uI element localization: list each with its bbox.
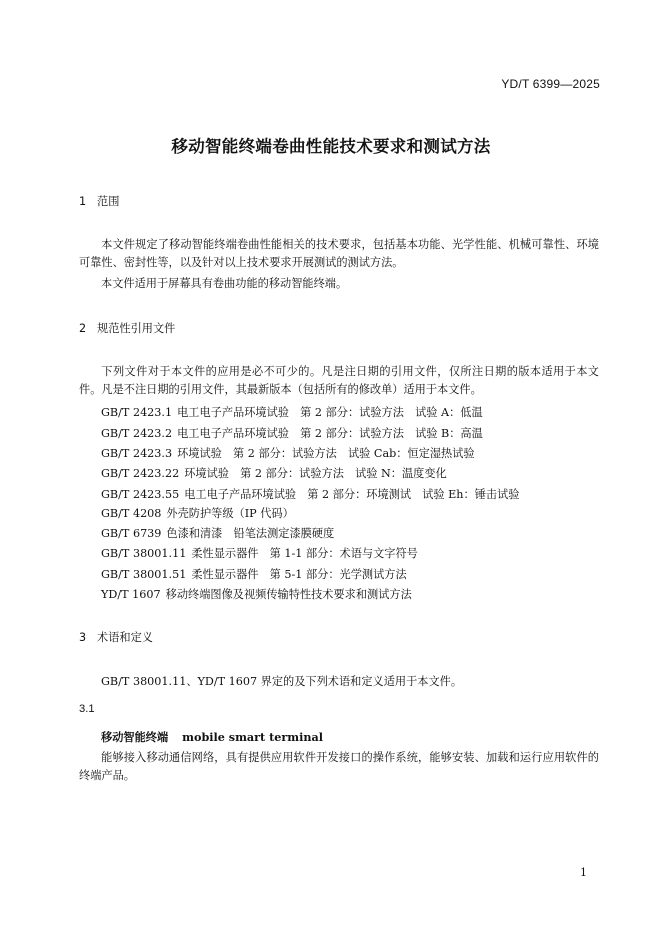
term-chinese: 移动智能终端 — [101, 730, 169, 744]
section-number: 1 — [79, 195, 87, 208]
reference-item: GB/T 2423.1 电工电子产品环境试验 第 2 部分：试验方法 试验 A：低温 — [101, 406, 483, 419]
reference-item: GB/T 38001.51 柔性显示器件 第 5-1 部分：光学测试方法 — [101, 568, 407, 581]
term-english: mobile smart terminal — [182, 730, 324, 744]
scope-paragraph-2: 本文件适用于屏幕具有卷曲功能的移动智能终端。 — [101, 277, 348, 290]
section-heading-terms — [79, 629, 153, 645]
section-number: 2 — [79, 322, 87, 335]
section-title: 范围 — [97, 195, 120, 208]
term-definition: 能够接入移动通信网络，具有提供应用软件开发接口的操作系统，能够安装、加载和运行应用软件的终端产品。 — [79, 751, 599, 782]
reference-item: GB/T 38001.11 柔性显示器件 第 1-1 部分：术语与文字符号 — [101, 547, 418, 560]
reference-item: GB/T 2423.2 电工电子产品环境试验 第 2 部分：试验方法 试验 B：高温 — [101, 427, 483, 440]
section-title: 规范性引用文件 — [97, 322, 176, 335]
reference-item: YD/T 1607 移动终端图像及视频传输特性技术要求和测试方法 — [101, 588, 412, 601]
reference-item: GB/T 2423.22 环境试验 第 2 部分：试验方法 试验 N：温度变化 — [101, 467, 447, 480]
reference-item: GB/T 6739 色漆和清漆 铅笔法测定漆膜硬度 — [101, 527, 335, 540]
term-heading — [101, 729, 323, 745]
page-number: 1 — [580, 866, 587, 879]
section-heading-scope — [79, 193, 119, 209]
reference-item: GB/T 4208 外壳防护等级（IP 代码） — [101, 507, 294, 520]
standard-number: YD/T 6399—2025 — [501, 77, 600, 91]
document-title: 移动智能终端卷曲性能技术要求和测试方法 — [171, 137, 491, 156]
references-intro: 下列文件对于本文件的应用是必不可少的。凡是注日期的引用文件，仅所注日期的版本适用于本文件。凡是不注日期的引用文件，其最新版本（包括所有的修改单）适用于本文件。 — [79, 365, 599, 396]
scope-paragraph-1: 本文件规定了移动智能终端卷曲性能相关的技术要求，包括基本功能、光学性能、机械可靠性、环境可靠性、密封性等，以及针对以上技术要求开展测试的测试方法。 — [79, 238, 599, 269]
reference-item: GB/T 2423.55 电工电子产品环境试验 第 2 部分：环境测试 试验 Eh：锤击试验 — [101, 488, 520, 501]
term-number: 3.1 — [79, 703, 95, 715]
section-heading-references — [79, 320, 175, 336]
section-number: 3 — [79, 631, 87, 644]
reference-item: GB/T 2423.3 环境试验 第 2 部分：试验方法 试验 Cab：恒定湿热试验 — [101, 447, 475, 460]
section-title: 术语和定义 — [97, 631, 153, 644]
terms-intro: GB/T 38001.11、YD/T 1607 界定的及下列术语和定义适用于本文件。 — [101, 675, 463, 688]
